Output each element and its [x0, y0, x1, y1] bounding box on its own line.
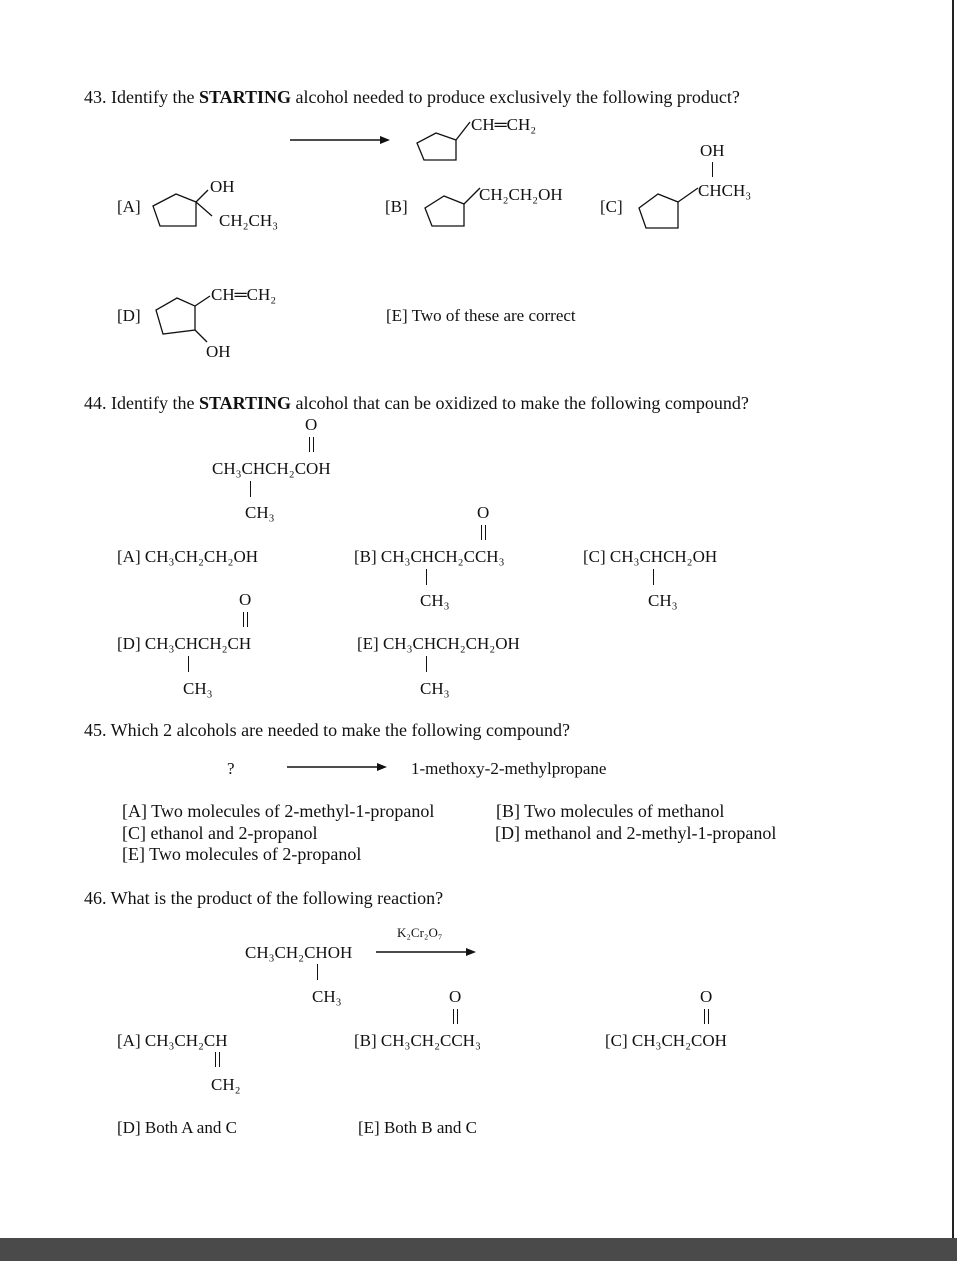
q46-option-c-double-bond — [704, 1009, 709, 1024]
q44-stem-bold: STARTING — [198, 393, 292, 413]
q43-option-b-ring — [424, 182, 484, 234]
q43-product-cyclopentane-ring — [416, 116, 476, 168]
q44-option-c[interactable]: [C] CH₃CHCH₂OH — [583, 547, 718, 566]
q44-option-e-branch: CH₃ — [420, 679, 450, 698]
q43-option-c-bond — [712, 162, 713, 177]
q44-option-b-branch-bond — [426, 569, 427, 585]
q46-stem: 46. What is the product of the following reaction? — [84, 888, 444, 908]
q44-stem-start: 44. Identify the — [84, 393, 199, 413]
q43-option-c-label[interactable]: [C] — [600, 197, 623, 216]
q43-option-c-chain: CHCH₃ — [698, 181, 752, 200]
q43-reaction-arrow — [290, 134, 390, 146]
q44-option-c-branch: CH₃ — [648, 591, 678, 610]
page-right-edge — [952, 0, 954, 1238]
q45-option-a[interactable]: [A] Two molecules of 2-methyl-1-propanol — [122, 801, 435, 821]
q44-option-b[interactable]: [B] CH₃CHCH₂CCH₃ — [354, 547, 505, 566]
q46-reaction-arrow — [376, 946, 476, 958]
q43-product-vinyl: CH═CH₂ — [471, 115, 537, 134]
q46-reactant-branch-bond — [317, 964, 318, 980]
q43-stem-start: 43. Identify the — [84, 87, 199, 107]
q44-target-branch-bond — [250, 481, 251, 497]
q45-reactant: ? — [227, 759, 235, 778]
q45-reaction-arrow — [287, 761, 387, 773]
q43-stem — [84, 88, 740, 106]
q43-option-d-hydroxyl: OH — [206, 342, 231, 361]
q44-option-b-branch: CH₃ — [420, 591, 450, 610]
q44-stem-end: alcohol that can be oxidized to make the following compound? — [291, 393, 749, 413]
q44-option-e-branch-bond — [426, 656, 427, 672]
q45-option-d[interactable]: [D] methanol and 2-methyl-1-propanol — [495, 823, 777, 843]
q43-option-d-label[interactable]: [D] — [117, 306, 141, 325]
q43-option-e[interactable]: [E] Two of these are correct — [386, 306, 576, 325]
q44-option-d-branch: CH₃ — [183, 679, 213, 698]
q44-stem — [84, 394, 749, 412]
q45-product: 1-methoxy-2-methylpropane — [411, 759, 607, 778]
q44-target-oxygen: O — [305, 415, 318, 434]
q46-option-b[interactable]: [B] CH₃CH₂CCH₃ — [354, 1031, 481, 1050]
q43-option-a-ethyl: CH₂CH₃ — [219, 211, 279, 230]
q44-option-b-double-bond — [481, 525, 486, 540]
q45-option-b[interactable]: [B] Two molecules of methanol — [496, 801, 725, 821]
q43-option-c-hydroxyl: OH — [700, 141, 725, 160]
q46-reactant-branch: CH₃ — [312, 987, 342, 1006]
q46-option-a-branch: CH₂ — [211, 1075, 241, 1094]
q44-option-d-oxygen: O — [239, 590, 252, 609]
q43-option-a-label[interactable]: [A] — [117, 197, 141, 216]
q43-option-d-vinyl: CH═CH₂ — [211, 285, 277, 304]
q43-option-b-substituent: CH₂CH₂OH — [479, 185, 563, 204]
q44-target-branch: CH₃ — [245, 503, 275, 522]
q43-option-b-label[interactable]: [B] — [385, 197, 408, 216]
q46-option-c-oxygen: O — [700, 987, 713, 1006]
q44-option-d[interactable]: [D] CH₃CHCH₂CH — [117, 634, 252, 653]
q46-reactant: CH₃CH₂CHOH — [245, 943, 353, 962]
q43-option-a-hydroxyl: OH — [210, 177, 235, 196]
q44-option-a[interactable]: [A] CH₃CH₂CH₂OH — [117, 547, 259, 566]
q44-target-main-chain: CH₃CHCH₂COH — [212, 459, 331, 478]
q44-option-d-double-bond — [243, 612, 248, 627]
q43-stem-bold: STARTING — [198, 87, 292, 107]
viewer-bottom-bar[interactable] — [0, 1238, 957, 1261]
q44-option-e[interactable]: [E] CH₃CHCH₂CH₂OH — [357, 634, 520, 653]
q43-stem-end: alcohol needed to produce exclusively the following product? — [291, 87, 740, 107]
q44-target-double-bond — [309, 437, 314, 452]
q46-option-b-oxygen: O — [449, 987, 462, 1006]
q46-option-d[interactable]: [D] Both A and C — [117, 1118, 237, 1137]
q46-option-e[interactable]: [E] Both B and C — [358, 1118, 477, 1137]
q44-option-c-branch-bond — [653, 569, 654, 585]
q44-option-b-oxygen: O — [477, 503, 490, 522]
q45-option-e[interactable]: [E] Two molecules of 2-propanol — [122, 844, 362, 864]
q46-option-a[interactable]: [A] CH₃CH₂CH — [117, 1031, 228, 1050]
q46-option-c[interactable]: [C] CH₃CH₂COH — [605, 1031, 727, 1050]
q46-reagent: K₂Cr₂O₇ — [397, 925, 443, 940]
q46-option-a-double-bond — [215, 1052, 220, 1067]
q46-option-b-double-bond — [453, 1009, 458, 1024]
q45-stem: 45. Which 2 alcohols are needed to make the following compound? — [84, 720, 571, 740]
q45-option-c[interactable]: [C] ethanol and 2-propanol — [122, 823, 318, 843]
q44-option-d-branch-bond — [188, 656, 189, 672]
